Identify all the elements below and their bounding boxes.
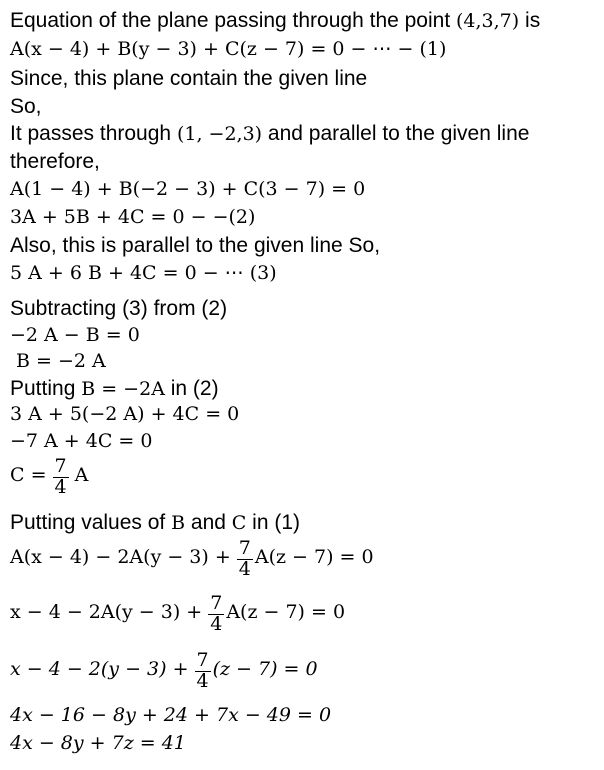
line-17-post: A [74, 464, 89, 487]
line-20-pre: x − 4 − 2A(y − 3) + [10, 601, 203, 624]
line-1-math: (4,3,7) [456, 10, 520, 32]
line-4: So, [10, 95, 42, 118]
line-1-tail: is [519, 9, 541, 32]
line-6: therefore, [10, 150, 100, 173]
equation-line-21 [10, 651, 318, 692]
equation-line-20 [10, 594, 345, 635]
fraction-denominator: 4 [238, 557, 251, 580]
fraction-numerator: 7 [196, 649, 209, 671]
fraction-denominator: 4 [54, 475, 67, 498]
line-5-tail: and parallel to the given line [262, 122, 530, 145]
line-21-pre: x − 4 − 2(y − 3) + [10, 658, 189, 681]
line-5 [10, 123, 529, 144]
line-14-text: Putting [10, 377, 82, 400]
line-9: Also, this is parallel to the given line So, [10, 234, 381, 257]
final-plane-equation: 4x − 8y + 7z = 41 [10, 732, 186, 754]
line-3: Since, this plane contain the given line [10, 67, 368, 90]
line-18-math-c: C [231, 512, 247, 534]
equation-line-13: B = −2 A [10, 350, 106, 372]
line-5-text: It passes through [10, 122, 177, 145]
equation-line-10: 5 A + 6 B + 4C = 0 − ⋯ (3) [10, 262, 277, 284]
line-21-post: (z − 7) = 0 [212, 658, 318, 681]
line-19-pre: A(x − 4) − 2A(y − 3) + [10, 546, 231, 569]
line-17-pre: C = [10, 464, 47, 487]
line-19-post: A(z − 7) = 0 [254, 546, 374, 569]
fraction [208, 594, 224, 635]
fraction [237, 539, 253, 580]
plane-equation: A(x − 4) + B(y − 3) + C(z − 7) = 0 − ⋯ − (1) [10, 38, 447, 60]
equation-line-15: 3 A + 5(−2 A) + 4C = 0 [10, 403, 240, 425]
fraction [53, 457, 69, 498]
line-14-tail: in (2) [164, 377, 219, 400]
line-1-text: Equation of the plane passing through the point [10, 9, 457, 32]
fraction-denominator: 4 [196, 669, 209, 692]
line-5-math: (1, −2,3) [176, 123, 263, 145]
line-20-post: A(z − 7) = 0 [226, 601, 346, 624]
equation-line-7: A(1 − 4) + B(−2 − 3) + C(3 − 7) = 0 [10, 178, 366, 200]
line-18 [10, 512, 300, 533]
equation-line-16: −7 A + 4C = 0 [10, 430, 153, 452]
fraction-denominator: 4 [210, 612, 223, 635]
equation-line-17 [10, 457, 88, 498]
equation-line-8: 3A + 5B + 4C = 0 − −(2) [10, 206, 256, 228]
equation-line-22: 4x − 16 − 8y + 24 + 7x − 49 = 0 [10, 704, 332, 726]
fraction-numerator: 7 [54, 455, 67, 477]
line-1 [10, 10, 540, 31]
line-11: Subtracting (3) from (2) [10, 297, 228, 320]
fraction-numerator: 7 [238, 537, 251, 559]
line-18-mid: and [185, 511, 232, 534]
line-18-text: Putting values of [10, 511, 172, 534]
fraction-numerator: 7 [210, 592, 223, 614]
line-14-math: B = −2A [81, 378, 165, 400]
line-18-math-b: B [171, 512, 186, 534]
line-14 [10, 378, 219, 399]
line-18-tail: in (1) [246, 511, 301, 534]
fraction [195, 651, 211, 692]
equation-line-12: −2 A − B = 0 [10, 324, 140, 346]
equation-line-19 [10, 539, 374, 580]
